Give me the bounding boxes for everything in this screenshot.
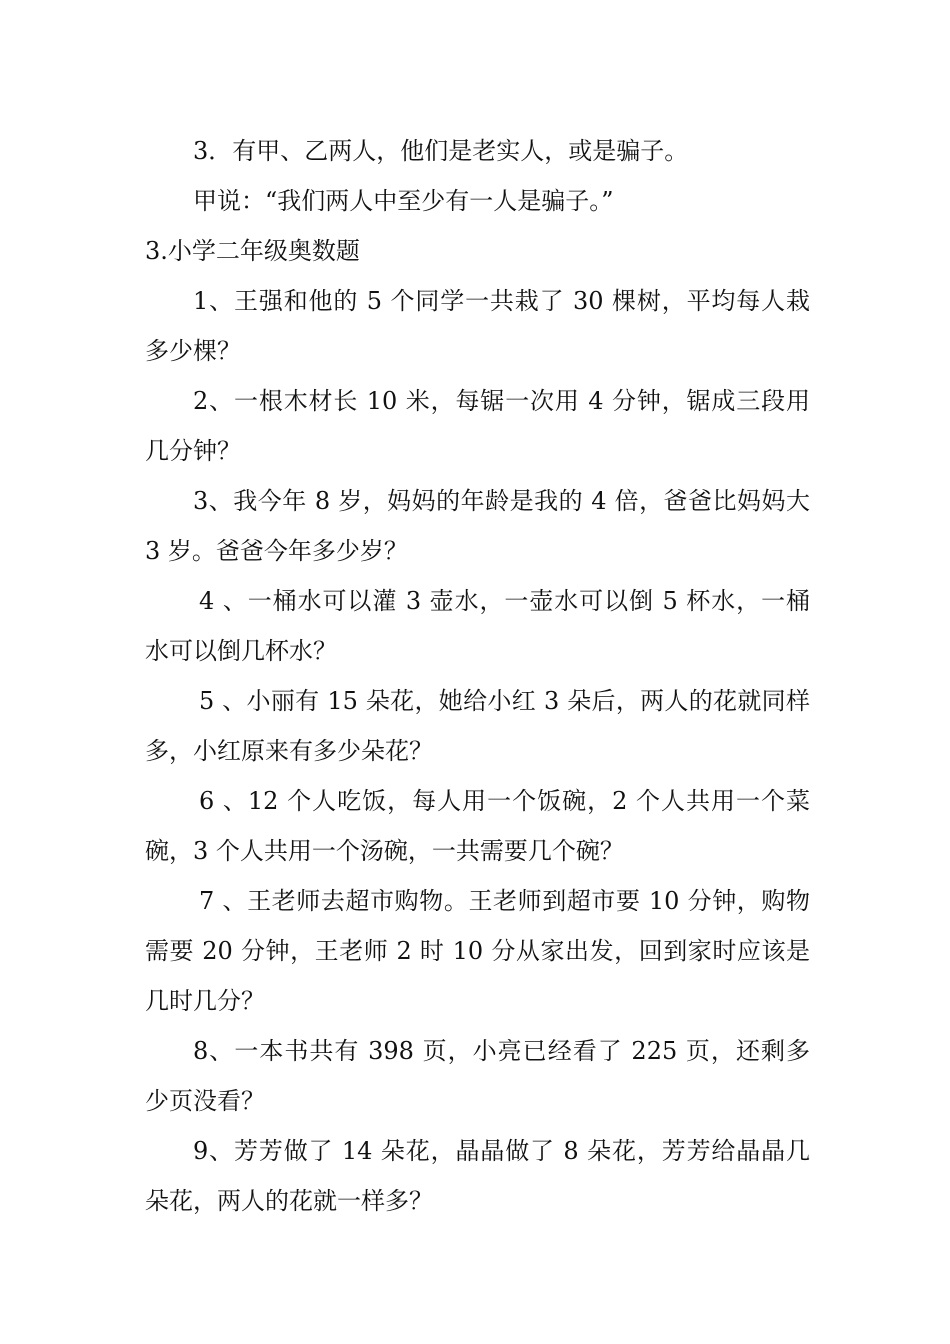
- question-8: 8、一本书共有 398 页，小亮已经看了 225 页，还剩多少页没看？: [145, 1037, 810, 1115]
- intro-line-1: 3．有甲、乙两人，他们是老实人，或是骗子。: [193, 137, 689, 165]
- question-3: 3、我今年 8 岁，妈妈的年龄是我的 4 倍，爸爸比妈妈大 3 岁。爸爸今年多少岁？: [145, 487, 810, 565]
- question-9: 9、芳芳做了 14 朵花，晶晶做了 8 朵花，芳芳给晶晶几朵花，两人的花就一样多？: [145, 1137, 810, 1215]
- question-2: 2、一根木材长 10 米，每锯一次用 4 分钟，锯成三段用几分钟？: [145, 387, 810, 465]
- document-body: [145, 126, 810, 1226]
- question-1: 1、王强和他的 5 个同学一共栽了 30 棵树，平均每人栽多少棵？: [145, 287, 810, 365]
- question-7: 7 、王老师去超市购物。王老师到超市要 10 分钟，购物需要 20 分钟，王老师 2 时 10 分从家出发，回到家时应该是几时几分？: [145, 887, 810, 1015]
- question-4: 4 、一桶水可以灌 3 壶水，一壶水可以倒 5 杯水，一桶水可以倒几杯水？: [145, 587, 810, 665]
- intro-line-2: 甲说：“我们两人中至少有一人是骗子。”: [193, 187, 614, 215]
- question-5: 5 、小丽有 15 朵花，她给小红 3 朵后，两人的花就同样多，小红原来有多少朵花？: [145, 687, 810, 765]
- section-title: 3.小学二年级奥数题: [145, 237, 360, 265]
- question-6: 6 、12 个人吃饭，每人用一个饭碗，2 个人共用一个菜碗，3 个人共用一个汤碗，一共需要几个碗？: [145, 787, 810, 865]
